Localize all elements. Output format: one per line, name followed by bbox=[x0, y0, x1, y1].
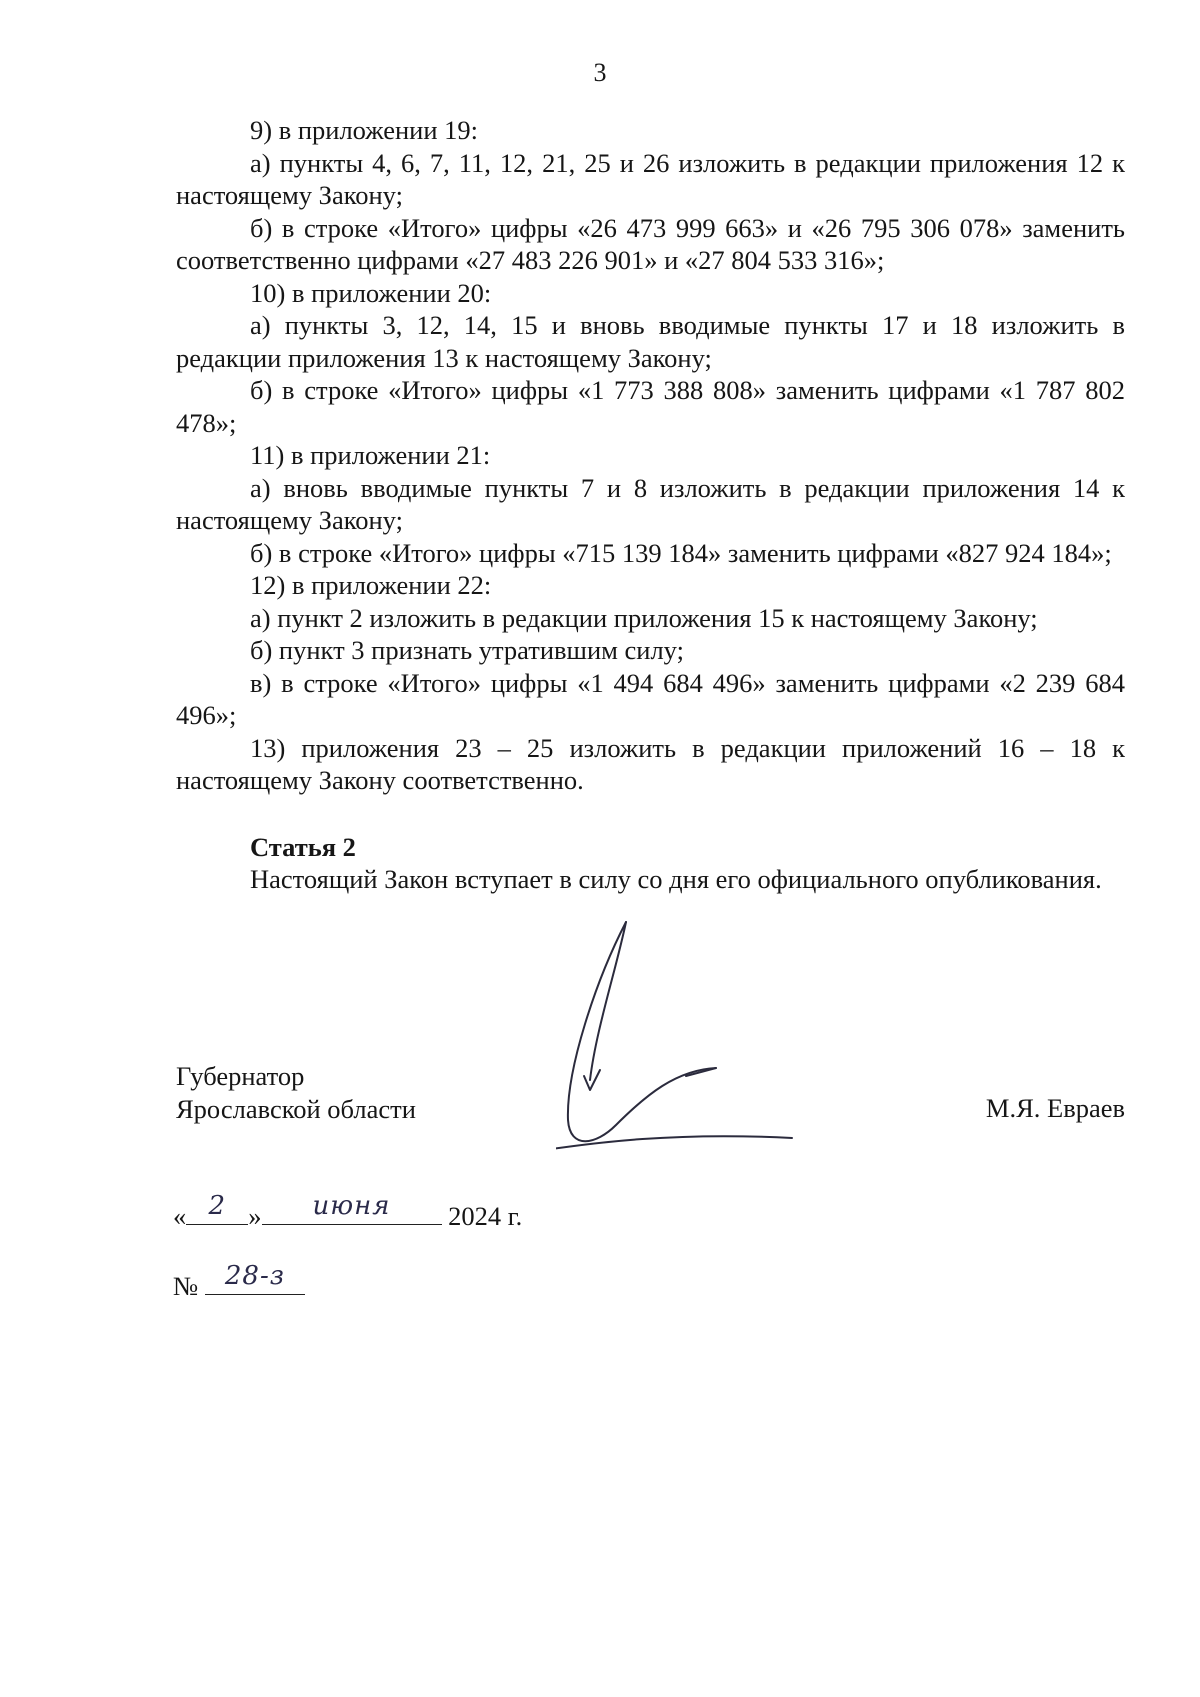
date-year: 2024 г. bbox=[448, 1201, 523, 1231]
paragraph: б) в строке «Итого» цифры «1 773 388 808» заменить цифрами «1 787 802 478»; bbox=[176, 375, 1125, 438]
paragraph: 13) приложения 23 – 25 изложить в редакции приложений 16 – 18 к настоящему Закону соответственно. bbox=[176, 732, 1125, 795]
date-day: 2 bbox=[208, 1190, 227, 1221]
paragraph: б) в строке «Итого» цифры «715 139 184» заменить цифрами «827 924 184»; bbox=[250, 537, 1112, 568]
date-close-quote: » bbox=[248, 1201, 262, 1231]
paragraph: а) пункт 2 изложить в редакции приложения 15 к настоящему Закону; bbox=[250, 602, 1038, 633]
date-month-field bbox=[262, 1190, 442, 1225]
governor-title-line: Губернатор bbox=[176, 1061, 305, 1091]
date-day-field bbox=[186, 1190, 248, 1225]
handwritten-signature bbox=[556, 920, 876, 1180]
paragraph: а) пункты 3, 12, 14, 15 и вновь вводимые пункты 17 и 18 изложить в редакции приложения 13 к настоящему Закону; bbox=[176, 310, 1125, 373]
paragraph: б) в строке «Итого» цифры «26 473 999 663» и «26 795 306 078» заменить соответственно цифрами «27 483 226 901» и «27 804 533 316»; bbox=[176, 212, 1125, 275]
number-field bbox=[205, 1260, 305, 1295]
article-text: Настоящий Закон вступает в силу со дня его официального опубликования. bbox=[250, 864, 1102, 894]
document-body bbox=[176, 114, 1125, 896]
paragraph: а) пункты 4, 6, 7, 11, 12, 21, 25 и 26 изложить в редакции приложения 12 к настоящему Закону; bbox=[176, 147, 1125, 210]
paragraph: в) в строке «Итого» цифры «1 494 684 496» заменить цифрами «2 239 684 496»; bbox=[176, 667, 1125, 730]
paragraph: 11) в приложении 21: bbox=[250, 440, 491, 470]
date-line bbox=[173, 1190, 523, 1233]
date-open-quote: « bbox=[173, 1201, 187, 1231]
paragraph: а) вновь вводимые пункты 7 и 8 изложить в редакции приложения 14 к настоящему Закону; bbox=[176, 472, 1125, 535]
governor-title bbox=[176, 1060, 416, 1125]
governor-title-line: Ярославской области bbox=[176, 1093, 416, 1124]
number-line bbox=[173, 1260, 305, 1303]
paragraph: 10) в приложении 20: bbox=[250, 277, 492, 308]
number-sign: № bbox=[173, 1271, 199, 1301]
governor-name: М.Я. Евраев bbox=[985, 1093, 1125, 1123]
paragraph: 12) в приложении 22: bbox=[250, 570, 492, 600]
number-value: 28-з bbox=[224, 1260, 285, 1291]
date-month: июня bbox=[312, 1190, 391, 1221]
page-number: 3 bbox=[593, 58, 607, 87]
paragraph: б) пункт 3 признать утратившим силу; bbox=[250, 635, 684, 665]
paragraph: 9) в приложении 19: bbox=[250, 115, 479, 145]
article-heading: Статья 2 bbox=[250, 831, 356, 862]
